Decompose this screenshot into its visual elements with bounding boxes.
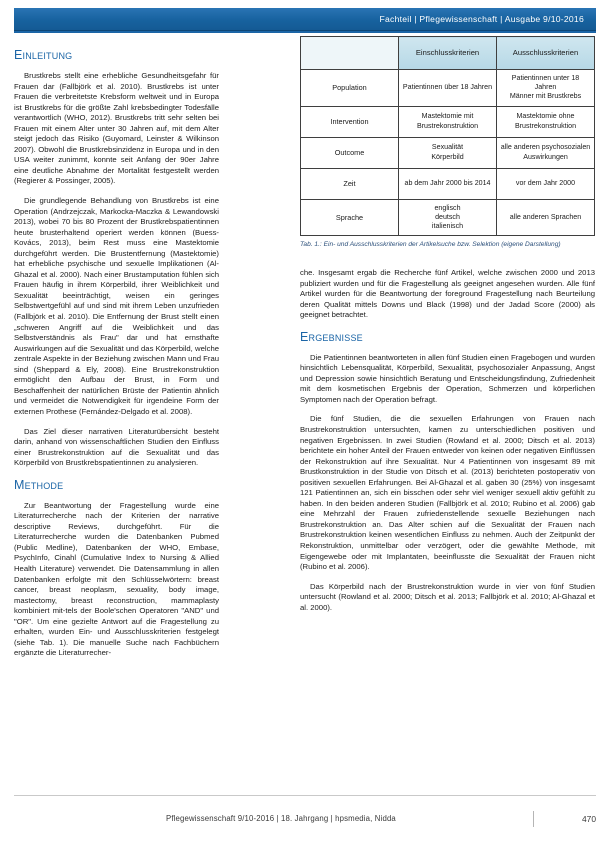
cell-include: Sexualität Körperbild: [399, 137, 497, 168]
row-label: Zeit: [301, 168, 399, 199]
footer-separator: [533, 811, 534, 827]
right-text-column: [300, 268, 595, 622]
table-caption: Tab. 1.: Ein- und Ausschlusskriterien der Artikelsuche bzw. Selektion (eigene Darstellung): [300, 241, 561, 249]
row-label: Population: [301, 70, 399, 107]
running-header-bar: [14, 8, 596, 30]
table-row: [301, 168, 595, 199]
row-label: Intervention: [301, 106, 399, 137]
table-row: [301, 199, 595, 236]
paragraph: Brustkrebs stellt eine erhebliche Gesundheitsgefahr für Frauen dar (Fallbjörk et al. 2010). Brustkrebs ist unter Frauen die verbreitetste Krebsform weltweit und in Europa ist Brustkrebs für die größte Zahl krebsbedingter Todesfälle verantwortlich (WHO, 2012). Brustkrebs tritt sehr selten bei Frauen mit einem Alter unter 30 Jahren auf, mit dem Alter steigt jedoch das Risiko (Guyomard, Leinster & Wilkinson 2007). Obwohl die Brustkrebsinzidenz in Europa und in den USA weiter zunimmt, konnte seit Anfang der 90er Jahre eine deutliche Abnahme der Mortalität festgestellt werden (Regierer & Possinger, 2005).: [14, 71, 219, 186]
running-header-text: Fachteil | Pflegewissenschaft | Ausgabe 9/10-2016: [379, 14, 584, 24]
criteria-table: [300, 36, 595, 236]
page-footer: [14, 812, 596, 826]
table-row: [301, 137, 595, 168]
table-body: [301, 70, 595, 236]
table-row: [301, 106, 595, 137]
cell-exclude: Mastektomie ohne Brustrekonstruktion: [497, 106, 595, 137]
left-text-column: [14, 48, 219, 668]
page-number: 470: [582, 814, 596, 824]
criteria-table-block: [300, 36, 595, 250]
table-col-header-exclude: Ausschlusskriterien: [497, 37, 595, 70]
table-row: [301, 70, 595, 107]
section-heading-ergebnisse: Ergebnisse: [300, 329, 363, 344]
cell-include: Mastektomie mit Brustrekonstruktion: [399, 106, 497, 137]
cell-exclude: vor dem Jahr 2000: [497, 168, 595, 199]
paragraph: Zur Beantwortung der Fragestellung wurde eine Literaturrecherche nach der Kriterien der narrative descriptive Reviews, durchgeführt. Für die Literaturrecherche wurden die Datenbanken Pubmed (Public Medline), Datenbanken der WHO, Embase, PsychInfo, Cinahl (Cumulative Index to Nursing & Allied Health Literature) verwendet. Die Datensammlung in allen Datenbanken erfolgte mit den Schlüsselwörtern: breast cancer, breast neoplasm, sexuality, body image, mastectomy, breast reconstruction, mammaplasty kombiniert mit-tels der Boole'schen Operatoren "AND" und "OR". Um eine gezielte Antwort auf die Fragestellung zu erhalten, wurden Ein- und Ausschlusskriterien festgelegt (siehe Tab. 1). Die manuelle Suche nach Fachbüchern ergänzte die Literaturrecher-: [14, 500, 219, 658]
paragraph: Die Patientinnen beantworteten in allen fünf Studien einen Fragebogen und wurden hinsichtlich Lebensqualität, Körperbild, Sexualität, psychosozialer Anpassung, Angst und Depression sowie hinsichtlich Beratung und Entscheidungsfindung, Zufriedenheit mit dem kosmetischen Ergebnis der Operation, Schmerzen und körperlichen Symptomen nach der Operation befragt.: [300, 352, 595, 404]
footer-rule: [14, 795, 596, 796]
cell-exclude: alle anderen Sprachen: [497, 199, 595, 236]
table-header-row: [301, 37, 595, 70]
row-label: Outcome: [301, 137, 399, 168]
paragraph: che. Insgesamt ergab die Recherche fünf Artikel, welche zwischen 2000 und 2013 publiziert wurden und für die Fragestellung als geeignet angesehen wurden. Alle fünf Artikel wurden für die Beantwortung der foreground Fragestellung nach Beurteilung deren Qualität mittels Downs und Black (1998) und der Jadad Score (2000) als geeignet betrachtet.: [300, 268, 595, 320]
paragraph: Das Körperbild nach der Brustrekonstruktion wurde in vier von fünf Studien untersucht (Rowland et al. 2000; Ditsch et al. 2013; Fallbjörk et al. 2010; Al-Ghazal et al. 2000).: [300, 581, 595, 612]
table-corner-cell: [301, 37, 399, 70]
section-heading-einleitung: Einleitung: [14, 48, 73, 62]
cell-include: ab dem Jahr 2000 bis 2014: [399, 168, 497, 199]
footer-citation: Pflegewissenschaft 9/10-2016 | 18. Jahrgang | hpsmedia, Nidda: [166, 814, 396, 823]
paragraph: Die grundlegende Behandlung von Brustkrebs ist eine Operation (Andrzejczak, Markocka-Maczka & Lewandowski 2013), wobei 70 bis 80 Prozent der Brustkrebspatientinnen heute brusterhaltend operiert werden können (Buess-Kovács, 2013), beim Rest muss eine Mastektomie durchgeführt werden. Die Brustentfernung (Mastektomie) hat erhebliche psychische und sexuelle Implikationen (Al-Ghazal et al. 2000). Nach einer Brustamputation fühlen sich Frauen häufig in ihrem Körperbild, ihrer Weiblichkeit und Sexualität beeinträchtigt, weisen ein geringes Selbstwertgefühl auf und sind mit ihrem Leben unzufrieden (Fallbjörk et al. 2010). Die Entfernung der Brust stellt einen „schweren Angriff auf die Weiblichkeit und das Selbstverständnis als Frau" dar und hat ernsthafte Auswirkungen auf die Sexualität und das Körperbild, welche zentrale Aspekte in der Beziehung zwischen Mann und Frau sind (Sheppard & Ely, 2008). Eine Brustrekonstruktion ermöglicht den Aufbau der Brust, in Form und Beschaffenheit der natürlichen Brüste der Patientin ähnlich und vermeidet die Notwendigkeit für irgendeine Form der externen Prothese (Fernández-Delgado et al. 2008).: [14, 196, 219, 416]
header-rule: [14, 31, 596, 33]
cell-include: Patientinnen über 18 Jahren: [399, 70, 497, 107]
row-label: Sprache: [301, 199, 399, 236]
paragraph: Die fünf Studien, die die sexuellen Erfahrungen von Frauen nach Brustrekonstruktion untersuchten, kamen zu unterschiedlichen positiven und negativen Ergebnissen. In zwei Studien (Rowland et al. 2000; Ditsch et al. 2013) berichtete ein hoher Anteil der Frauen entweder von keinen oder negativen Einflüssen der Rekonstruktion auf ihre Sexualität. Nur 4 Patientinnen von insgesamt 89 mit Brustkonstruktion in der Studie von Ditsch et al. (2013) berichteten postoperativ von positiven sexuellen Erfahrungen. Bei Al-Ghazal et al. gaben 30 (25%) von insgesamt 121 Patientinnen an, sich ein bisschen oder sehr viel weniger sexuell aktiv gefühlt zu haben. In den beiden anderen Studien (Fallbjörk et al. 2010; Rubino et al. 2006) gab eine Mehrzahl der Frauen zufriedenstellende sexuelle Beziehungen nach Brustrekonstruktion an. Das Alter schien auf die Sexualität der Frauen nach Brustrekonstruktion keinen wesentlichen Einfluss zu nehmen. Auch der Zeitpunkt der Rekonstruktion, unmittelbar oder verzögert, oder die gewählte Methode, mit Eigengewebe oder mit Implantaten, beeinflusste die Sexualität der Frauen nicht (Rubino et al. 2006).: [300, 414, 595, 572]
table-col-header-include: Einschlusskriterien: [399, 37, 497, 70]
table-head: [301, 37, 595, 70]
cell-exclude: alle anderen psychosozialen Auswirkungen: [497, 137, 595, 168]
paragraph: Das Ziel dieser narrativen Literaturübersicht besteht darin, anhand von wissenschaftlichen Studien den Einfluss einer Brustrekonstruktion auf die Sexualität und das Körperbild von Brustkrebspatientinnen zu analysieren.: [14, 426, 219, 468]
cell-exclude: Patientinnen unter 18 Jahren Männer mit Brustkrebs: [497, 70, 595, 107]
section-heading-methode: Methode: [14, 477, 64, 492]
cell-include: englisch deutsch italienisch: [399, 199, 497, 236]
